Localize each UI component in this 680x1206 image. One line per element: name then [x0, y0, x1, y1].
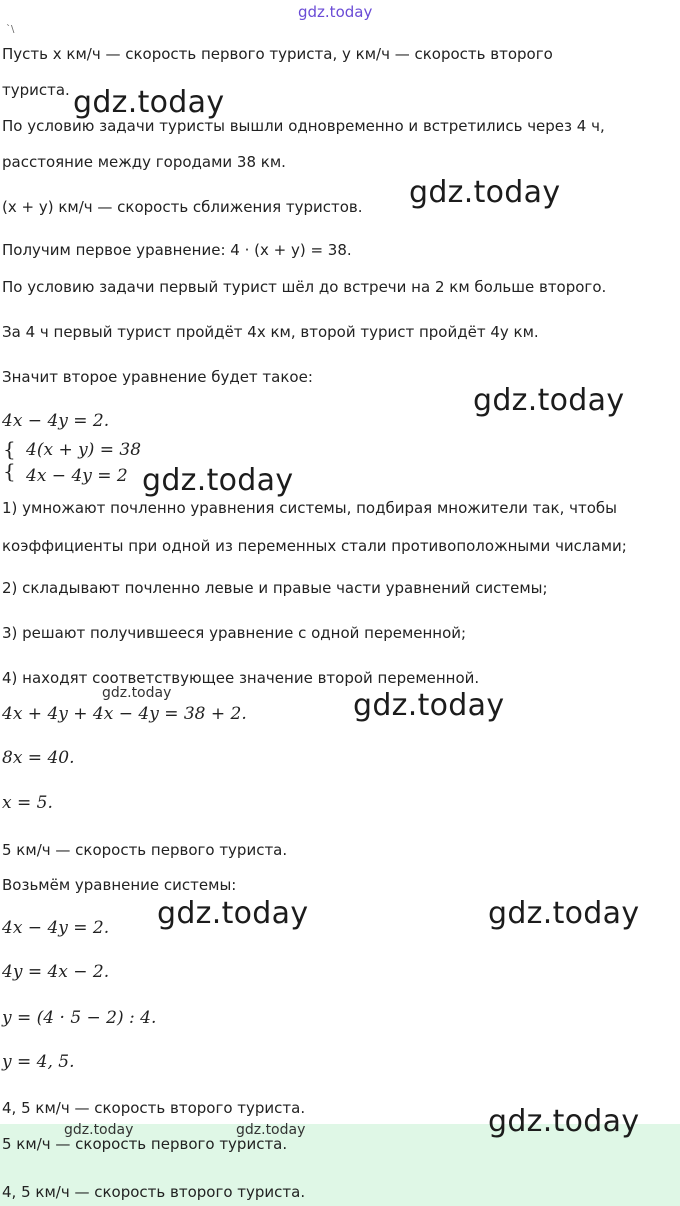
- text-line-6: Получим первое уравнение: 4 · (x + y) = 38.: [2, 241, 352, 259]
- equation-y: y = 4, 5.: [2, 1052, 75, 1072]
- text-line-2: туриста.: [2, 81, 70, 99]
- equation-4y: 4y = 4x − 2.: [2, 962, 110, 982]
- step-3: 3) решают получившееся уравнение с одной переменной;: [2, 624, 467, 642]
- equation-2: 4x − 4y = 2.: [2, 918, 110, 938]
- watermark-top: gdz.today: [298, 3, 373, 21]
- watermark: gdz.today: [488, 896, 640, 931]
- text-take-eq: Возьмём уравнение системы:: [2, 876, 237, 894]
- equation-8x: 8x = 40.: [2, 748, 75, 768]
- system-eq-2: 4x − 4y = 2: [26, 466, 128, 486]
- system-eq-1: 4(x + y) = 38: [26, 440, 142, 460]
- corner-mark: `\: [6, 24, 15, 35]
- equation-y-expr: y = (4 · 5 − 2) : 4.: [2, 1008, 157, 1028]
- result-first: 5 км/ч — скорость первого туриста.: [2, 841, 288, 859]
- watermark-small: gdz.today: [236, 1122, 306, 1138]
- answer-line-2: 4, 5 км/ч — скорость второго туриста.: [2, 1183, 306, 1201]
- equation-sum: 4x + 4y + 4x − 4y = 38 + 2.: [2, 704, 247, 724]
- text-line-9: Значит второе уравнение будет такое:: [2, 368, 313, 386]
- text-line-3: По условию задачи туристы вышли одновременно и встретились через 4 ч,: [2, 117, 605, 135]
- watermark-small: gdz.today: [102, 685, 172, 701]
- step-1: 1) умножают почленно уравнения системы, подбирая множители так, чтобы: [2, 499, 618, 517]
- text-line-1: Пусть x км/ч — скорость первого туриста, y км/ч — скорость второго: [2, 45, 553, 63]
- watermark: gdz.today: [73, 85, 225, 120]
- equation-1: 4x − 4y = 2.: [2, 411, 110, 431]
- text-line-4: расстояние между городами 38 км.: [2, 153, 286, 171]
- watermark: gdz.today: [473, 383, 625, 418]
- system-brace: { {: [3, 437, 16, 483]
- text-line-8: За 4 ч первый турист пройдёт 4x км, второй турист пройдёт 4y км.: [2, 323, 539, 341]
- watermark: gdz.today: [488, 1104, 640, 1139]
- text-line-5: (x + y) км/ч — скорость сближения туристов.: [2, 198, 363, 216]
- watermark-small: gdz.today: [64, 1122, 134, 1138]
- step-2: 2) складывают почленно левые и правые части уравнений системы;: [2, 579, 548, 597]
- step-4: 4) находят соответствующее значение второй переменной.: [2, 669, 480, 687]
- watermark: gdz.today: [353, 688, 505, 723]
- watermark: gdz.today: [409, 175, 561, 210]
- watermark: gdz.today: [157, 896, 309, 931]
- step-1-cont: коэффициенты при одной из переменных стали противоположными числами;: [2, 537, 627, 555]
- equation-x: x = 5.: [2, 793, 53, 813]
- result-second: 4, 5 км/ч — скорость второго туриста.: [2, 1099, 306, 1117]
- answer-line-1: 5 км/ч — скорость первого туриста.: [2, 1135, 288, 1153]
- text-line-7: По условию задачи первый турист шёл до встречи на 2 км больше второго.: [2, 278, 607, 296]
- watermark: gdz.today: [142, 463, 294, 498]
